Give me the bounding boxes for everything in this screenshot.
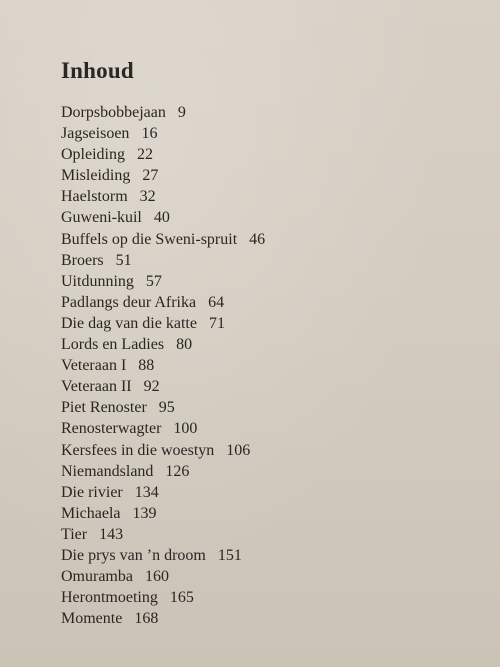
toc-entry-title: Padlangs deur Afrika [61, 293, 197, 311]
toc-entry-page-number: 27 [142, 167, 159, 185]
toc-entry-title: Guweni-kuil [61, 209, 142, 227]
toc-entry-title: Michaela [61, 504, 121, 522]
toc-entry-page-number: 143 [99, 525, 124, 543]
toc-entry-title: Piet Renoster [61, 399, 147, 417]
toc-entry-title: Die dag van die katte [61, 314, 197, 332]
toc-entry [61, 566, 265, 587]
toc-entry-page-number: 126 [165, 462, 190, 480]
toc-entry [61, 102, 265, 123]
toc-entry [61, 313, 265, 334]
toc-entry-page-number: 51 [115, 251, 132, 269]
toc-entry [61, 144, 265, 165]
toc-entry-title: Broers [61, 251, 104, 269]
toc-entry-page-number: 9 [177, 104, 186, 121]
toc-entry-page-number: 95 [158, 399, 175, 417]
toc-entry-title: Dorpsbobbejaan [61, 104, 166, 121]
toc-entry-page-number: 22 [137, 146, 153, 164]
toc-entry-page-number: 160 [144, 568, 169, 586]
toc-entry [61, 271, 265, 292]
toc-entry-title: Misleiding [61, 167, 131, 185]
toc-entry [61, 397, 265, 418]
toc-entry-page-number: 88 [138, 357, 155, 375]
toc-entry-title: Renosterwagter [61, 420, 162, 438]
toc-entry-title: Die prys van ’n droom [61, 546, 206, 564]
toc-entry [61, 587, 265, 608]
toc-entry-title: Veteraan II [61, 378, 132, 396]
toc-entry [61, 418, 265, 439]
toc-entry-title: Momente [61, 610, 123, 628]
toc-entry-page-number: 64 [208, 293, 225, 311]
toc-entry-page-number: 16 [141, 125, 158, 143]
toc-entry-page-number: 168 [134, 610, 159, 628]
toc-entry-page-number: 46 [249, 230, 266, 248]
toc-entry [61, 165, 265, 186]
toc-entry-page-number: 32 [139, 188, 156, 206]
toc-entry [61, 461, 265, 482]
toc-entry-title: Uitdunning [61, 272, 134, 290]
toc-entry [61, 250, 265, 271]
toc-entry-page-number: 57 [145, 272, 162, 290]
toc-entry [61, 123, 265, 144]
toc-entry [61, 440, 265, 461]
table-of-contents [61, 102, 265, 629]
toc-entry [61, 608, 265, 629]
toc-entry-title: Herontmoeting [61, 589, 158, 607]
toc-entry-title: Niemandsland [61, 462, 154, 480]
toc-entry-title: Kersfees in die woestyn [61, 441, 215, 459]
toc-entry [61, 524, 265, 545]
toc-entry-page-number: 100 [173, 420, 198, 438]
contents-heading: Inhoud [61, 58, 134, 83]
toc-entry-title: Omuramba [61, 568, 133, 586]
toc-entry [61, 376, 265, 397]
toc-entry-title: Lords en Ladies [61, 336, 165, 354]
toc-entry [61, 334, 265, 355]
toc-entry-title: Tier [61, 525, 88, 543]
toc-entry-title: Buffels op die Sweni-spruit [61, 230, 238, 248]
toc-entry-title: Jagseisoen [61, 125, 130, 143]
toc-entry [61, 186, 265, 207]
toc-entry [61, 355, 265, 376]
toc-entry [61, 292, 265, 313]
toc-entry-page-number: 40 [153, 209, 170, 227]
toc-entry [61, 482, 265, 503]
toc-entry-page-number: 165 [169, 589, 194, 607]
toc-entry [61, 503, 265, 524]
toc-entry-title: Haelstorm [61, 188, 128, 206]
toc-entry-title: Veteraan I [61, 357, 127, 375]
toc-entry-page-number: 139 [132, 504, 157, 522]
toc-entry-page-number: 71 [208, 314, 225, 332]
toc-entry [61, 229, 265, 250]
toc-entry-title: Die rivier [61, 483, 123, 501]
toc-entry-page-number: 80 [176, 336, 193, 354]
toc-entry [61, 207, 265, 228]
toc-entry-page-number: 106 [226, 441, 251, 459]
toc-entry-page-number: 151 [217, 546, 242, 564]
toc-entry-page-number: 92 [143, 378, 160, 396]
toc-entry-title: Opleiding [61, 146, 125, 164]
toc-entry-page-number: 134 [134, 483, 159, 501]
toc-entry [61, 545, 265, 566]
